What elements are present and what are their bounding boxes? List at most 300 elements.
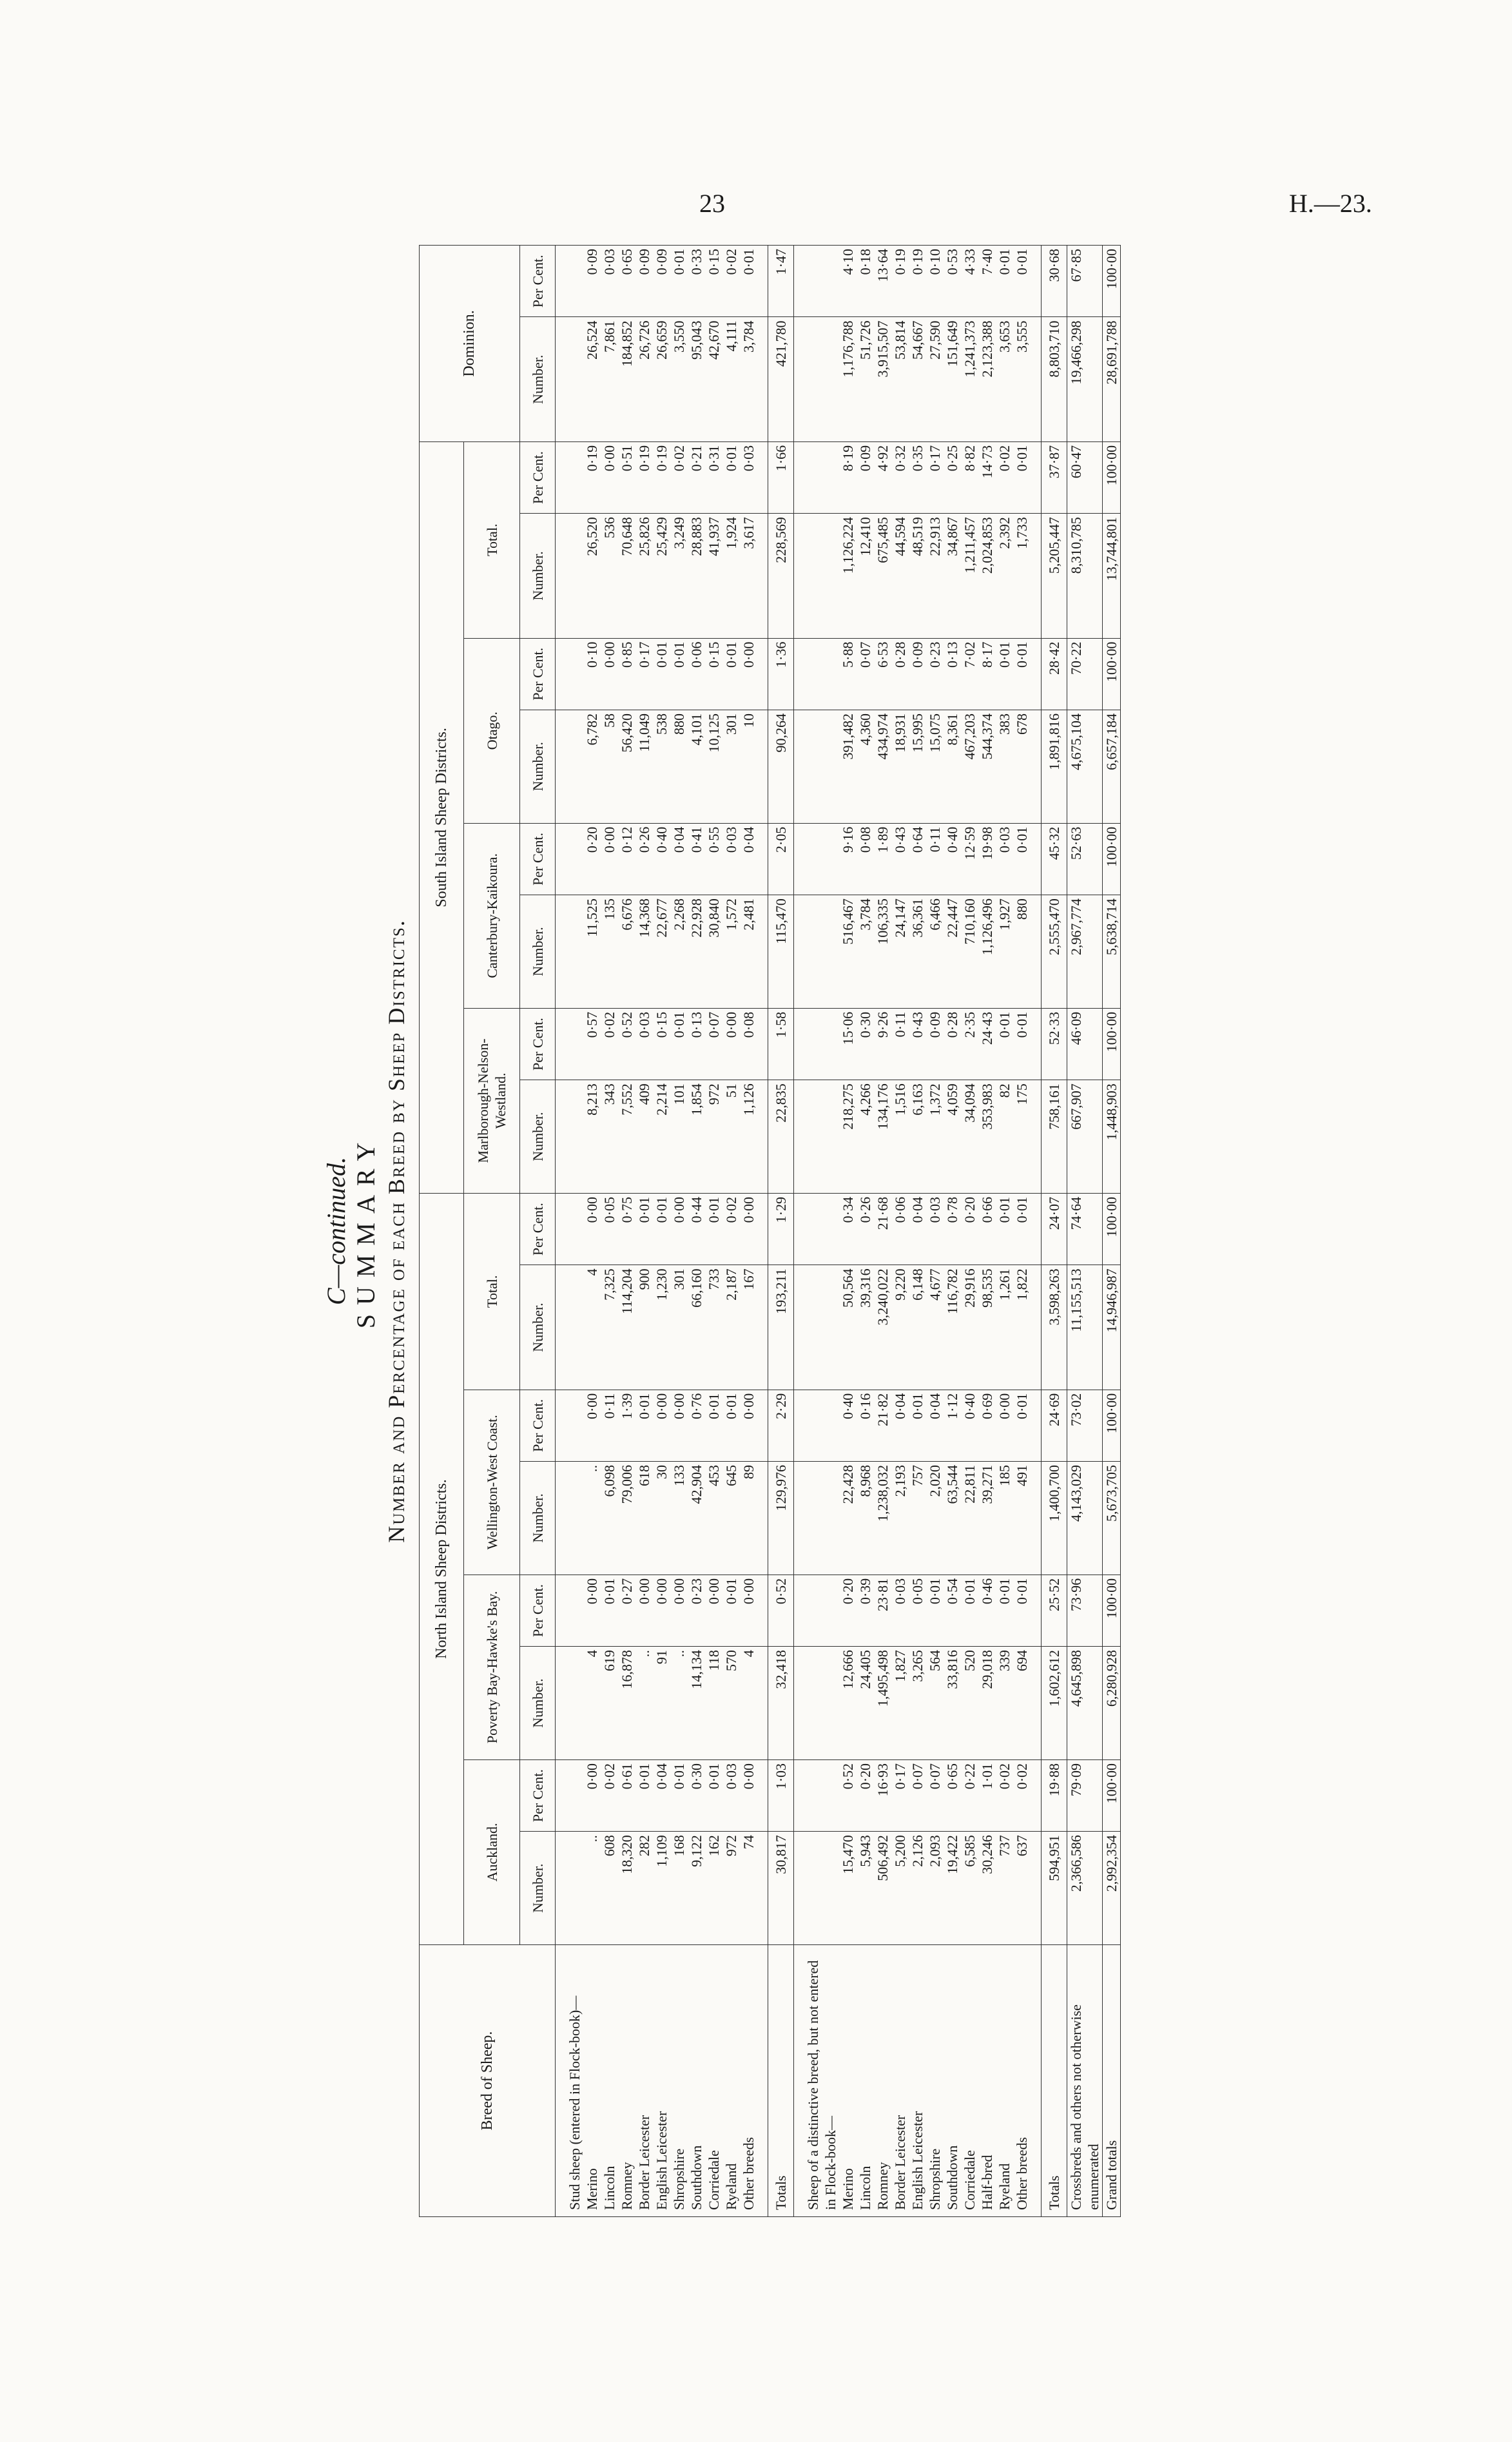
empty-cell <box>804 246 839 318</box>
number-cell: 90,264 <box>768 710 794 823</box>
empty-cell <box>794 1647 805 1760</box>
empty-cell <box>757 1759 768 1831</box>
per-cent-cell: 100·00 <box>1103 441 1121 513</box>
per-cent-cell: 0·00 <box>653 1390 670 1461</box>
empty-cell <box>556 895 567 1009</box>
per-cent-cell: 0·75 <box>618 1194 635 1265</box>
number-cell: 22,428 <box>839 1462 857 1575</box>
district-header: Marlborough-Nelson-Westland. <box>464 1008 520 1193</box>
number-cell: 74 <box>740 1832 757 1945</box>
number-cell: 2,967,774 <box>1067 895 1103 1009</box>
number-cell: 2,024,853 <box>978 514 996 638</box>
per-cent-cell: 0·00 <box>653 1575 670 1646</box>
empty-cell <box>1031 823 1042 895</box>
per-cent-cell: 0·39 <box>857 1575 874 1646</box>
spacer-row <box>757 246 768 2217</box>
empty-cell <box>566 514 583 638</box>
number-cell: 733 <box>705 1265 722 1390</box>
per-cent-cell: 0·16 <box>857 1390 874 1461</box>
number-cell: 58 <box>601 710 618 823</box>
number-cell: 972 <box>722 1832 740 1945</box>
number-col-header: Number. <box>520 895 556 1009</box>
per-cent-cell: 0·00 <box>740 1390 757 1461</box>
north-island-header: North Island Sheep Districts. <box>420 1194 464 1945</box>
per-cent-cell: 0·00 <box>740 1194 757 1265</box>
table-row <box>944 246 961 2217</box>
number-cell: 467,203 <box>961 710 978 823</box>
empty-cell <box>556 1194 567 1265</box>
number-cell: .. <box>670 1647 688 1760</box>
per-cent-cell: 0·10 <box>926 246 944 318</box>
number-cell: 30,817 <box>768 1832 794 1945</box>
per-cent-cell: 100·00 <box>1103 1194 1121 1265</box>
section-heading: Sheep of a distinctive breed, but not entered in Flock-book— <box>804 1945 839 2217</box>
number-cell: 6,098 <box>601 1462 618 1575</box>
page-number: 23 <box>699 189 725 218</box>
empty-cell <box>556 1575 567 1646</box>
number-cell: 168 <box>670 1832 688 1945</box>
number-cell: 391,482 <box>839 710 857 823</box>
per-cent-cell: 0·10 <box>583 638 601 710</box>
per-cent-cell: 4·33 <box>961 246 978 318</box>
empty-cell <box>794 823 805 895</box>
per-cent-cell: 21·82 <box>874 1390 891 1461</box>
number-cell: 353,983 <box>978 1080 996 1194</box>
crossbreds-row <box>1067 246 1103 2217</box>
per-cent-cell: 0·17 <box>635 638 653 710</box>
number-cell: 18,320 <box>618 1832 635 1945</box>
empty-cell <box>804 1008 839 1080</box>
number-cell: 4,059 <box>944 1080 961 1194</box>
per-cent-cell: 0·01 <box>909 1390 926 1461</box>
per-cent-cell: 67·85 <box>1067 246 1103 318</box>
number-cell: 2,366,586 <box>1067 1832 1103 1945</box>
per-cent-cell: 0·28 <box>891 638 909 710</box>
empty-cell <box>757 1008 768 1080</box>
number-cell: 15,470 <box>839 1832 857 1945</box>
per-cent-cell: 0·09 <box>653 246 670 318</box>
page-code: H.—23. <box>1289 189 1372 218</box>
per-cent-cell: 0·04 <box>909 1194 926 1265</box>
per-cent-cell: 0·17 <box>891 1759 909 1831</box>
number-cell: 29,916 <box>961 1265 978 1390</box>
table-row <box>670 246 688 2217</box>
row-label: Totals <box>1042 1945 1067 2217</box>
number-cell: 3,617 <box>740 514 757 638</box>
empty-cell <box>1031 1008 1042 1080</box>
empty-cell <box>1031 710 1042 823</box>
per-cent-cell: 0·06 <box>688 638 705 710</box>
per-cent-cell: 0·00 <box>601 823 618 895</box>
row-label: Other breeds <box>1013 1945 1031 2217</box>
table-row <box>909 246 926 2217</box>
number-cell: 1,126 <box>740 1080 757 1194</box>
row-label: English Leicester <box>909 1945 926 2217</box>
empty-cell <box>794 1759 805 1831</box>
per-cent-cell: 25·52 <box>1042 1575 1067 1646</box>
row-label: Shropshire <box>670 1945 688 2217</box>
per-cent-cell: 4·92 <box>874 441 891 513</box>
per-cent-cell: 0·52 <box>618 1008 635 1080</box>
per-cent-cell: 0·00 <box>601 638 618 710</box>
empty-cell <box>566 1390 583 1461</box>
empty-cell <box>794 246 805 318</box>
number-cell: 34,867 <box>944 514 961 638</box>
per-cent-cell: 100·00 <box>1103 1008 1121 1080</box>
empty-cell <box>757 823 768 895</box>
per-cent-cell: 0·52 <box>768 1575 794 1646</box>
number-cell: 8,310,785 <box>1067 514 1103 638</box>
number-cell: 2,214 <box>653 1080 670 1194</box>
number-col-header: Number. <box>520 1265 556 1390</box>
section-heading-row <box>804 246 839 2217</box>
number-cell: 133 <box>670 1462 688 1575</box>
empty-cell <box>757 1080 768 1194</box>
number-cell: 22,677 <box>653 895 670 1009</box>
number-cell: 301 <box>722 710 740 823</box>
empty-cell <box>556 441 567 513</box>
per-cent-cell: 0·65 <box>944 1759 961 1831</box>
number-cell: 1,176,788 <box>839 317 857 441</box>
per-cent-cell: 0·01 <box>996 1194 1013 1265</box>
per-cent-cell: 0·17 <box>926 441 944 513</box>
number-cell: 383 <box>996 710 1013 823</box>
number-cell: 1,924 <box>722 514 740 638</box>
per-cent-cell: 1·47 <box>768 246 794 318</box>
row-label: Border Leicester <box>635 1945 653 2217</box>
number-col-header: Number. <box>520 317 556 441</box>
spacer-row <box>794 246 805 2217</box>
empty-cell <box>794 1945 805 2217</box>
per-cent-cell: 1·89 <box>874 823 891 895</box>
number-cell: 2,187 <box>722 1265 740 1390</box>
per-cent-cell: 1·12 <box>944 1390 961 1461</box>
empty-cell <box>566 1194 583 1265</box>
number-cell: 3,784 <box>740 317 757 441</box>
per-cent-cell: 0·00 <box>996 1390 1013 1461</box>
per-cent-cell: 0·06 <box>891 1194 909 1265</box>
per-cent-cell: 0·03 <box>635 1008 653 1080</box>
per-cent-cell: 0·01 <box>635 1390 653 1461</box>
dominion-header: Dominion. <box>420 246 520 442</box>
number-col-header: Number. <box>520 514 556 638</box>
table-row <box>583 246 601 2217</box>
empty-cell <box>1031 1390 1042 1461</box>
per-cent-cell: 5·88 <box>839 638 857 710</box>
per-cent-cell: 0·51 <box>618 441 635 513</box>
per-cent-cell: 0·02 <box>722 246 740 318</box>
number-cell: 2,193 <box>891 1462 909 1575</box>
number-cell: 5,638,714 <box>1103 895 1121 1009</box>
empty-cell <box>566 1008 583 1080</box>
per-cent-cell: 0·07 <box>926 1759 944 1831</box>
per-cent-cell: 0·01 <box>996 246 1013 318</box>
number-cell: 4 <box>583 1265 601 1390</box>
number-cell: 116,782 <box>944 1265 961 1390</box>
number-cell: 3,550 <box>670 317 688 441</box>
empty-cell <box>566 1265 583 1390</box>
table-heading <box>322 245 419 2217</box>
number-cell: 26,520 <box>583 514 601 638</box>
per-cent-cell: 0·01 <box>653 638 670 710</box>
empty-cell <box>804 638 839 710</box>
empty-cell <box>757 1462 768 1575</box>
per-cent-cell: 0·32 <box>891 441 909 513</box>
spacer-row <box>556 246 567 2217</box>
row-label: Corriedale <box>961 1945 978 2217</box>
per-cent-cell: 0·04 <box>670 823 688 895</box>
number-cell: 22,447 <box>944 895 961 1009</box>
number-cell: 114,204 <box>618 1265 635 1390</box>
number-cell: 28,691,788 <box>1103 317 1121 441</box>
number-cell: 6,280,928 <box>1103 1647 1121 1760</box>
per-cent-cell: 45·32 <box>1042 823 1067 895</box>
row-label: Ryeland <box>722 1945 740 2217</box>
empty-cell <box>757 638 768 710</box>
number-cell: 19,422 <box>944 1832 961 1945</box>
per-cent-cell: 0·19 <box>909 246 926 318</box>
number-cell: 50,564 <box>839 1265 857 1390</box>
empty-cell <box>757 1832 768 1945</box>
number-cell: 667,907 <box>1067 1080 1103 1194</box>
number-cell: 6,163 <box>909 1080 926 1194</box>
per-cent-col-header: Per Cent. <box>520 441 556 513</box>
number-col-header: Number. <box>520 1080 556 1194</box>
district-header: Otago. <box>464 638 520 823</box>
empty-cell <box>794 1008 805 1080</box>
per-cent-cell: 0·22 <box>961 1759 978 1831</box>
per-cent-cell: 0·09 <box>926 1008 944 1080</box>
per-cent-cell: 0·01 <box>670 246 688 318</box>
number-cell: 608 <box>601 1832 618 1945</box>
per-cent-cell: 0·66 <box>978 1194 996 1265</box>
number-col-header: Number. <box>520 1647 556 1760</box>
empty-cell <box>1031 1759 1042 1831</box>
empty-cell <box>757 246 768 318</box>
empty-cell <box>556 1390 567 1461</box>
per-cent-col-header: Per Cent. <box>520 638 556 710</box>
empty-cell <box>1031 895 1042 1009</box>
number-cell: 4,101 <box>688 710 705 823</box>
number-cell: 3,240,022 <box>874 1265 891 1390</box>
per-cent-cell: 0·69 <box>978 1390 996 1461</box>
number-cell: 4,675,104 <box>1067 710 1103 823</box>
number-cell: 16,878 <box>618 1647 635 1760</box>
empty-cell <box>556 1080 567 1194</box>
per-cent-cell: 0·00 <box>583 1390 601 1461</box>
empty-cell <box>804 1462 839 1575</box>
number-cell: 421,780 <box>768 317 794 441</box>
per-cent-cell: 0·85 <box>618 638 635 710</box>
per-cent-cell: 0·13 <box>688 1008 705 1080</box>
empty-cell <box>757 1194 768 1265</box>
empty-cell <box>794 1462 805 1575</box>
per-cent-cell: 0·43 <box>891 823 909 895</box>
per-cent-cell: 0·00 <box>635 1575 653 1646</box>
table-row <box>874 246 891 2217</box>
per-cent-cell: 0·12 <box>618 823 635 895</box>
per-cent-cell: 0·15 <box>705 246 722 318</box>
number-cell: 162 <box>705 1832 722 1945</box>
number-cell: 9,122 <box>688 1832 705 1945</box>
empty-cell <box>1031 1575 1042 1646</box>
number-cell: 1,572 <box>722 895 740 1009</box>
number-cell: 33,816 <box>944 1647 961 1760</box>
number-cell: .. <box>583 1832 601 1945</box>
number-cell: 42,904 <box>688 1462 705 1575</box>
number-cell: 900 <box>635 1265 653 1390</box>
per-cent-cell: 100·00 <box>1103 1390 1121 1461</box>
per-cent-cell: 0·04 <box>926 1390 944 1461</box>
number-cell: 8,968 <box>857 1462 874 1575</box>
number-cell: 282 <box>635 1832 653 1945</box>
empty-cell <box>1031 246 1042 318</box>
number-cell: 570 <box>722 1647 740 1760</box>
number-cell: 25,429 <box>653 514 670 638</box>
row-label: Half-bred <box>978 1945 996 2217</box>
number-cell: 66,160 <box>688 1265 705 1390</box>
number-cell: 167 <box>740 1265 757 1390</box>
per-cent-cell: 0·31 <box>705 441 722 513</box>
per-cent-cell: 0·55 <box>705 823 722 895</box>
empty-cell <box>1031 1945 1042 2217</box>
number-cell: 63,544 <box>944 1462 961 1575</box>
empty-cell <box>794 1575 805 1646</box>
number-cell: 14,946,987 <box>1103 1265 1121 1390</box>
number-cell: 645 <box>722 1462 740 1575</box>
per-cent-col-header: Per Cent. <box>520 1008 556 1080</box>
number-cell: 1,211,457 <box>961 514 978 638</box>
number-cell: 1,372 <box>926 1080 944 1194</box>
section-heading: Stud sheep (entered in Flock-book)— <box>566 1945 583 2217</box>
per-cent-cell: 2·05 <box>768 823 794 895</box>
per-cent-cell: 0·40 <box>944 823 961 895</box>
number-cell: 11,525 <box>583 895 601 1009</box>
per-cent-cell: 0·41 <box>688 823 705 895</box>
table-row <box>1013 246 1031 2217</box>
per-cent-cell: 0·01 <box>1013 1390 1031 1461</box>
continued-heading: C—continued. <box>322 1157 351 1305</box>
number-cell: 2,268 <box>670 895 688 1009</box>
per-cent-cell: 52·63 <box>1067 823 1103 895</box>
number-cell: 1,230 <box>653 1265 670 1390</box>
table-row <box>978 246 996 2217</box>
number-cell: 1,126,496 <box>978 895 996 1009</box>
empty-cell <box>757 514 768 638</box>
number-cell: 5,673,705 <box>1103 1462 1121 1575</box>
number-cell: 29,018 <box>978 1647 996 1760</box>
table-subtitle: Number and Percentage of each Breed by Sheep Districts. <box>383 919 409 1543</box>
number-cell: 91 <box>653 1647 670 1760</box>
number-cell: 1,109 <box>653 1832 670 1945</box>
per-cent-cell: 7·02 <box>961 638 978 710</box>
per-cent-cell: 0·19 <box>583 441 601 513</box>
number-cell: 54,667 <box>909 317 926 441</box>
empty-cell <box>556 1462 567 1575</box>
per-cent-col-header: Per Cent. <box>520 1575 556 1646</box>
per-cent-cell: 0·46 <box>978 1575 996 1646</box>
empty-cell <box>794 1390 805 1461</box>
empty-cell <box>794 514 805 638</box>
per-cent-cell: 0·01 <box>1013 823 1031 895</box>
number-cell: 520 <box>961 1647 978 1760</box>
per-cent-cell: 0·20 <box>839 1575 857 1646</box>
per-cent-cell: 0·03 <box>722 1759 740 1831</box>
per-cent-cell: 12·59 <box>961 823 978 895</box>
per-cent-cell: 1·01 <box>978 1759 996 1831</box>
number-cell: 619 <box>601 1647 618 1760</box>
empty-cell <box>804 317 839 441</box>
number-cell: 134,176 <box>874 1080 891 1194</box>
per-cent-cell: 19·88 <box>1042 1759 1067 1831</box>
empty-cell <box>556 823 567 895</box>
number-cell: 22,835 <box>768 1080 794 1194</box>
empty-cell <box>804 1265 839 1390</box>
empty-cell <box>794 895 805 1009</box>
empty-cell <box>804 514 839 638</box>
number-cell: 98,535 <box>978 1265 996 1390</box>
number-cell: 28,883 <box>688 514 705 638</box>
number-cell: 544,374 <box>978 710 996 823</box>
per-cent-cell: 0·00 <box>601 441 618 513</box>
number-cell: 6,585 <box>961 1832 978 1945</box>
number-cell: 678 <box>1013 710 1031 823</box>
number-cell: 118 <box>705 1647 722 1760</box>
empty-cell <box>556 638 567 710</box>
per-cent-col-header: Per Cent. <box>520 1759 556 1831</box>
empty-cell <box>1031 1265 1042 1390</box>
per-cent-cell: 0·01 <box>1013 1008 1031 1080</box>
number-cell: 1,891,816 <box>1042 710 1067 823</box>
empty-cell <box>804 1194 839 1265</box>
per-cent-cell: 21·68 <box>874 1194 891 1265</box>
number-cell: 22,913 <box>926 514 944 638</box>
per-cent-cell: 0·01 <box>1013 1575 1031 1646</box>
empty-cell <box>1031 638 1042 710</box>
number-cell: 1,927 <box>996 895 1013 1009</box>
per-cent-cell: 0·43 <box>909 1008 926 1080</box>
number-cell: 8,803,710 <box>1042 317 1067 441</box>
per-cent-cell: 0·02 <box>722 1194 740 1265</box>
per-cent-cell: 0·00 <box>705 1575 722 1646</box>
per-cent-cell: 0·09 <box>857 441 874 513</box>
number-cell: 34,094 <box>961 1080 978 1194</box>
row-label: Romney <box>618 1945 635 2217</box>
empty-cell <box>757 1265 768 1390</box>
per-cent-cell: 1·39 <box>618 1390 635 1461</box>
empty-cell <box>566 441 583 513</box>
number-cell: 82 <box>996 1080 1013 1194</box>
per-cent-cell: 0·65 <box>618 246 635 318</box>
per-cent-cell: 24·43 <box>978 1008 996 1080</box>
row-label: Grand totals <box>1103 1945 1121 2217</box>
number-cell: 19,466,298 <box>1067 317 1103 441</box>
number-cell: 89 <box>740 1462 757 1575</box>
number-col-header: Number. <box>520 1462 556 1575</box>
number-cell: 538 <box>653 710 670 823</box>
number-cell: 880 <box>1013 895 1031 1009</box>
number-cell: 1,854 <box>688 1080 705 1194</box>
empty-cell <box>794 1832 805 1945</box>
district-header: Total. <box>464 1194 520 1390</box>
empty-cell <box>804 823 839 895</box>
number-cell: 8,361 <box>944 710 961 823</box>
row-label: Ryeland <box>996 1945 1013 2217</box>
number-cell: 1,516 <box>891 1080 909 1194</box>
number-cell: 5,200 <box>891 1832 909 1945</box>
per-cent-cell: 0·09 <box>635 246 653 318</box>
number-cell: 41,937 <box>705 514 722 638</box>
